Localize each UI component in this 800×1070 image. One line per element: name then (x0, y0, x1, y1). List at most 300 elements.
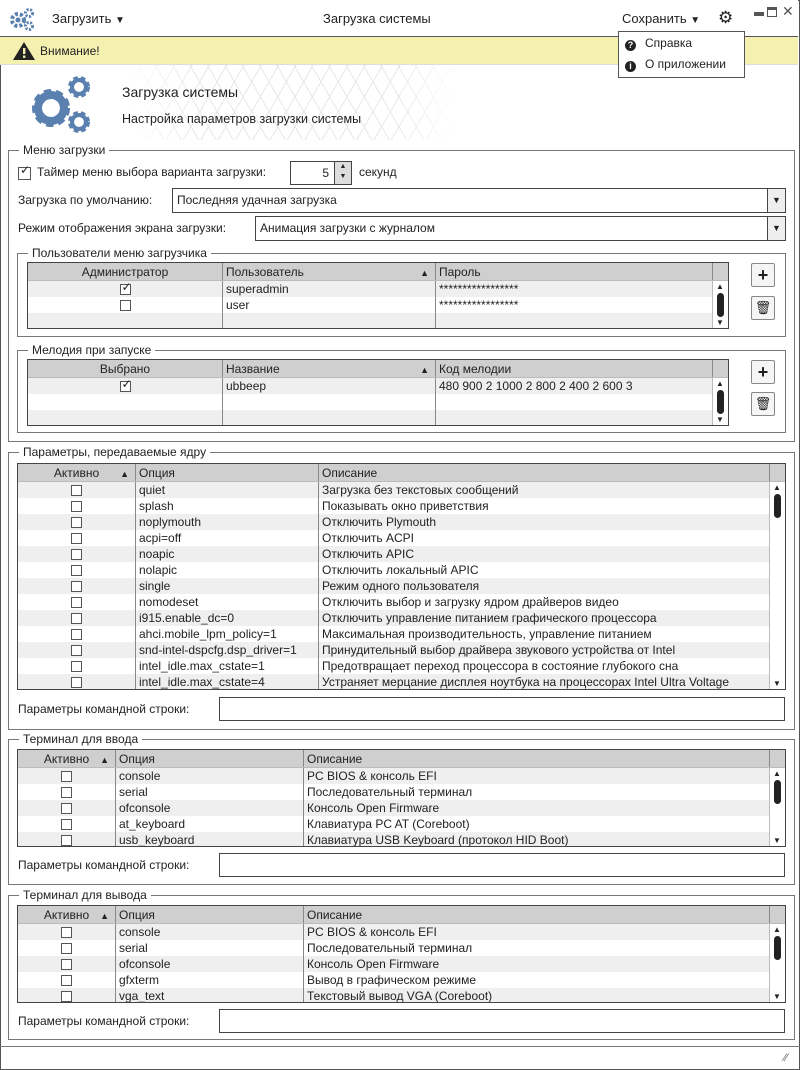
table-cell (223, 297, 436, 313)
table-cell (18, 972, 116, 988)
row-checkbox[interactable] (61, 927, 72, 938)
table-row[interactable] (18, 988, 785, 1003)
column-header[interactable] (116, 906, 304, 923)
warning-icon (12, 41, 36, 61)
cell-text: 480 900 2 1000 2 800 2 400 2 600 3 (439, 379, 633, 393)
cell-text: serial (119, 785, 148, 799)
table-row[interactable] (18, 498, 785, 514)
row-checkbox[interactable] (71, 613, 82, 624)
table-cell (319, 562, 770, 578)
table-header (28, 360, 728, 378)
table-body (18, 768, 785, 847)
table-row[interactable] (18, 832, 785, 847)
table-cell (436, 313, 713, 329)
table-cell (116, 972, 304, 988)
display-mode-select[interactable] (255, 216, 786, 241)
table-cell (116, 924, 304, 940)
vertical-scrollbar[interactable] (712, 378, 728, 425)
vertical-scrollbar[interactable] (712, 281, 728, 328)
table-cell (18, 988, 116, 1003)
select-value: Последняя удачная загрузка (177, 193, 337, 207)
kernel-cmdline-input[interactable] (219, 697, 785, 721)
cell-text: at_keyboard (119, 817, 186, 831)
column-header-label: Администратор (81, 265, 169, 279)
table-row[interactable] (18, 800, 785, 816)
scroll-thumb[interactable] (774, 780, 781, 804)
table-cell (304, 768, 770, 784)
table-cell (18, 800, 116, 816)
delete-user-button[interactable] (751, 296, 775, 320)
table-cell (319, 530, 770, 546)
scroll-up-icon[interactable]: ▲ (716, 282, 724, 291)
melody-table (27, 359, 729, 426)
row-checkbox[interactable] (61, 819, 72, 830)
cell-text: Клавиатура USB Keyboard (протокол HID Boot) (307, 833, 569, 847)
caret-down-icon: ▼ (690, 15, 701, 26)
table-row[interactable] (18, 530, 785, 546)
cell-text: Консоль Open Firmware (307, 801, 440, 815)
table-cell (304, 972, 770, 988)
sort-asc-icon: ▲ (100, 911, 109, 921)
group-legend: Пользователи меню загрузчика (28, 246, 211, 260)
table-cell (304, 816, 770, 832)
scroll-up-icon[interactable]: ▲ (773, 925, 781, 934)
cell-text: Отключить Plymouth (322, 515, 437, 529)
timer-value: 5 (322, 166, 329, 180)
table-header (28, 263, 728, 281)
column-header[interactable] (28, 263, 223, 280)
group-legend: Меню загрузки (19, 143, 109, 157)
row-checkbox[interactable] (71, 565, 82, 576)
table-cell (18, 658, 136, 674)
column-header-label: Пароль (439, 265, 481, 279)
table-cell (304, 784, 770, 800)
row-checkbox[interactable] (71, 517, 82, 528)
column-header-label: Описание (307, 752, 363, 766)
cell-text: single (139, 579, 171, 593)
scroll-down-icon[interactable]: ▼ (773, 679, 781, 688)
table-row[interactable] (28, 378, 728, 394)
cell-text: nomodeset (139, 595, 199, 609)
table-row[interactable] (28, 281, 728, 297)
delete-melody-button[interactable] (751, 392, 775, 416)
column-header[interactable] (223, 263, 436, 280)
table-row[interactable] (18, 514, 785, 530)
table-cell (116, 940, 304, 956)
cell-text: ubbeep (226, 379, 267, 393)
timer-checkbox[interactable] (18, 167, 31, 180)
output-terminal-cmdline-input[interactable] (219, 1009, 785, 1033)
column-header-label: Выбрано (99, 362, 151, 376)
scroll-down-icon[interactable]: ▼ (773, 836, 781, 845)
select-value: Анимация загрузки с журналом (260, 221, 435, 235)
column-header-label: Описание (307, 908, 363, 922)
menu-item-about[interactable] (625, 55, 726, 73)
cell-text: Предотвращает переход процессора в состояние глубокого сна (322, 659, 679, 673)
menu-item-label: О приложении (645, 57, 726, 71)
cell-text: intel_idle.max_cstate=1 (139, 659, 265, 673)
cell-text: Отключить APIC (322, 547, 414, 561)
scroll-down-icon[interactable]: ▼ (773, 992, 781, 1001)
table-cell (136, 674, 319, 690)
table-cell (319, 514, 770, 530)
scroll-thumb[interactable] (774, 494, 781, 518)
spin-arrows-icon[interactable]: ▲ ▼ (334, 162, 351, 184)
column-header-label: Активно (43, 752, 90, 766)
row-checkbox[interactable] (71, 645, 82, 656)
table-cell (18, 940, 116, 956)
row-checkbox[interactable] (71, 581, 82, 592)
resize-grip-icon[interactable]: ⁄⁄ (784, 1052, 788, 1064)
table-cell (116, 768, 304, 784)
table-cell (304, 956, 770, 972)
table-row[interactable] (28, 410, 728, 426)
table-cell (319, 578, 770, 594)
table-row[interactable] (18, 594, 785, 610)
cell-text: noplymouth (139, 515, 202, 529)
warning-text: Внимание! (40, 44, 100, 58)
cell-text: Принудительный выбор драйвера звукового устройства от Intel (322, 643, 676, 657)
close-button[interactable]: ✕ (782, 3, 794, 19)
default-boot-select[interactable] (172, 188, 786, 213)
cell-text: intel_idle.max_cstate=4 (139, 675, 265, 689)
gear-icon[interactable]: ⚙ (718, 8, 734, 27)
cell-text: Показывать окно приветствия (322, 499, 489, 513)
column-header-label: Пользователь (226, 265, 304, 279)
column-header[interactable] (18, 464, 136, 481)
cell-text: Максимальная производительность, управление питанием (322, 627, 652, 641)
timer-label: Таймер меню выбора варианта загрузки: (37, 165, 267, 179)
table-row[interactable] (28, 394, 728, 410)
cmdline-label: Параметры командной строки: (18, 702, 190, 716)
cell-text: Отключить локальный APIC (322, 563, 479, 577)
scroll-down-icon[interactable]: ▼ (716, 318, 724, 327)
row-checkbox[interactable] (71, 629, 82, 640)
table-body (28, 281, 728, 329)
table-cell (28, 394, 223, 410)
page-title: Загрузка системы (122, 84, 239, 100)
table-cell (18, 514, 136, 530)
sort-asc-icon: ▲ (420, 365, 429, 375)
table-row[interactable] (18, 674, 785, 690)
row-checkbox[interactable] (71, 661, 82, 672)
table-cell (116, 816, 304, 832)
vertical-scrollbar[interactable] (769, 924, 785, 1002)
table-cell (28, 297, 223, 313)
table-cell (319, 594, 770, 610)
table-cell (18, 594, 136, 610)
cell-text: i915.enable_dc=0 (139, 611, 235, 625)
row-checkbox[interactable] (71, 501, 82, 512)
column-header-label: Название (226, 362, 280, 376)
table-body (18, 482, 785, 690)
cell-text: Устраняет мерцание дисплея ноутбука на процессорах Intel Ultra Voltage (322, 675, 729, 689)
table-row[interactable] (18, 940, 785, 956)
table-cell (223, 281, 436, 297)
table-cell (18, 578, 136, 594)
group-legend: Параметры, передаваемые ядру (19, 445, 210, 459)
cell-text: usb_keyboard (119, 833, 195, 847)
column-header-label: Опция (119, 908, 155, 922)
dropdown-menu (618, 31, 745, 78)
table-cell (436, 297, 713, 313)
table-row[interactable] (18, 768, 785, 784)
window-title: Загрузка системы (323, 11, 431, 26)
table-cell (18, 674, 136, 690)
add-user-button[interactable]: + (751, 263, 775, 287)
column-header[interactable] (18, 750, 116, 767)
add-melody-button[interactable]: + (751, 360, 775, 384)
question-circle-icon: ? (625, 40, 636, 51)
column-header[interactable] (436, 360, 713, 377)
row-checkbox[interactable] (61, 835, 72, 846)
cell-text: Последовательный терминал (307, 785, 473, 799)
column-header[interactable] (136, 464, 319, 481)
table-cell (18, 562, 136, 578)
group-legend: Терминал для ввода (19, 732, 142, 746)
table-cell (136, 514, 319, 530)
caret-down-icon: ▼ (114, 15, 125, 26)
table-cell (319, 610, 770, 626)
table-row[interactable] (18, 610, 785, 626)
maximize-button[interactable] (767, 7, 777, 17)
scroll-up-icon[interactable]: ▲ (773, 483, 781, 492)
cell-text: PC BIOS & консоль EFI (307, 925, 437, 939)
column-header-label: Опция (119, 752, 155, 766)
table-cell (136, 482, 319, 498)
cell-text: gfxterm (119, 973, 160, 987)
table-cell (18, 924, 116, 940)
row-checkbox[interactable] (71, 597, 82, 608)
table-cell (304, 924, 770, 940)
table-cell (18, 610, 136, 626)
row-checkbox[interactable] (61, 771, 72, 782)
table-cell (223, 378, 436, 394)
row-checkbox[interactable] (61, 787, 72, 798)
hex-pattern-background (130, 65, 460, 140)
row-checkbox[interactable] (61, 803, 72, 814)
app-gears-icon (9, 7, 35, 31)
group-legend: Терминал для вывода (19, 888, 151, 902)
column-header-label: Активно (43, 908, 90, 922)
table-row[interactable] (28, 313, 728, 329)
table-cell (319, 658, 770, 674)
table-header (18, 750, 785, 768)
row-checkbox[interactable] (71, 549, 82, 560)
row-checkbox[interactable] (71, 533, 82, 544)
cell-text: Клавиатура PC AT (Coreboot) (307, 817, 470, 831)
table-cell (136, 642, 319, 658)
table-cell (18, 832, 116, 847)
table-cell (28, 410, 223, 426)
table-cell (319, 642, 770, 658)
table-cell (18, 626, 136, 642)
row-checkbox[interactable] (61, 975, 72, 986)
scroll-up-icon[interactable]: ▲ (773, 769, 781, 778)
cell-text: ***************** (439, 282, 519, 296)
table-cell (319, 482, 770, 498)
table-cell (223, 410, 436, 426)
input-terminal-cmdline-input[interactable] (219, 853, 785, 877)
column-header[interactable] (28, 360, 223, 377)
table-row[interactable] (18, 562, 785, 578)
cell-text: console (119, 769, 161, 783)
save-menu-label: Сохранить (622, 11, 687, 26)
table-cell (223, 313, 436, 329)
table-cell (136, 530, 319, 546)
table-row[interactable] (18, 784, 785, 800)
users-table (27, 262, 729, 329)
scroll-up-icon[interactable]: ▲ (716, 379, 724, 388)
timer-spinbox[interactable] (290, 161, 352, 185)
column-header[interactable] (319, 464, 770, 481)
table-cell (18, 956, 116, 972)
load-menu[interactable] (52, 11, 125, 26)
status-bar-divider (0, 1046, 800, 1047)
column-header[interactable] (304, 750, 770, 767)
table-row[interactable] (18, 642, 785, 658)
cell-text: console (119, 925, 161, 939)
cell-text: vga_text (119, 989, 165, 1003)
table-row[interactable] (18, 578, 785, 594)
scroll-thumb[interactable] (717, 390, 724, 414)
menu-item-help[interactable] (625, 34, 692, 52)
table-header (18, 906, 785, 924)
scroll-thumb[interactable] (774, 936, 781, 960)
cell-text: user (226, 298, 250, 312)
cell-text: ofconsole (119, 957, 171, 971)
table-cell (436, 410, 713, 426)
cell-text: Режим одного пользователя (322, 579, 480, 593)
table-cell (28, 281, 223, 297)
table-cell (319, 546, 770, 562)
cell-text: snd-intel-dspcfg.dsp_driver=1 (139, 643, 297, 657)
table-row[interactable] (18, 956, 785, 972)
table-cell (28, 378, 223, 394)
table-cell (136, 578, 319, 594)
cell-text: Отключить ACPI (322, 531, 414, 545)
trash-icon: 🗑 (754, 300, 772, 315)
sort-asc-icon: ▲ (120, 469, 129, 479)
timer-unit: секунд (359, 165, 397, 179)
table-row[interactable] (18, 924, 785, 940)
table-cell (436, 394, 713, 410)
row-checkbox[interactable] (120, 381, 131, 392)
column-header-label: Активно (53, 466, 100, 480)
table-cell (18, 482, 136, 498)
table-body (18, 924, 785, 1003)
cell-text: PC BIOS & консоль EFI (307, 769, 437, 783)
info-circle-icon: i (625, 61, 636, 72)
row-checkbox[interactable] (61, 991, 72, 1002)
chevron-down-icon: ▼ (767, 217, 785, 240)
column-header-label: Код мелодии (439, 362, 512, 376)
table-cell (18, 546, 136, 562)
table-cell (18, 642, 136, 658)
cell-text: Консоль Open Firmware (307, 957, 440, 971)
table-row[interactable] (18, 482, 785, 498)
table-row[interactable] (18, 816, 785, 832)
column-header[interactable] (223, 360, 436, 377)
table-row[interactable] (18, 546, 785, 562)
cell-text: ofconsole (119, 801, 171, 815)
table-cell (28, 313, 223, 329)
cell-text: Последовательный терминал (307, 941, 473, 955)
table-row[interactable] (28, 297, 728, 313)
table-row[interactable] (18, 658, 785, 674)
cell-text: nolapic (139, 563, 178, 577)
table-header (18, 464, 785, 482)
vertical-scrollbar[interactable] (769, 482, 785, 689)
cell-text: quiet (139, 483, 166, 497)
cmdline-label: Параметры командной строки: (18, 1014, 190, 1028)
table-cell (136, 594, 319, 610)
kernel-params-table (17, 463, 786, 690)
row-checkbox[interactable] (71, 485, 82, 496)
sort-asc-icon: ▲ (100, 755, 109, 765)
table-cell (18, 768, 116, 784)
row-checkbox[interactable] (61, 959, 72, 970)
table-cell (304, 800, 770, 816)
column-header[interactable] (116, 750, 304, 767)
table-cell (304, 832, 770, 847)
table-cell (18, 784, 116, 800)
table-cell (136, 610, 319, 626)
table-cell (116, 800, 304, 816)
table-row[interactable] (18, 972, 785, 988)
cell-text: Отключить выбор и загрузку ядром драйверов видео (322, 595, 619, 609)
default-boot-label: Загрузка по умолчанию: (18, 193, 153, 207)
cell-text: splash (139, 499, 174, 513)
table-body (28, 378, 728, 426)
row-checkbox[interactable] (61, 943, 72, 954)
row-checkbox[interactable] (120, 300, 131, 311)
table-cell (319, 626, 770, 642)
column-header-label: Описание (322, 466, 378, 480)
table-cell (116, 956, 304, 972)
sort-asc-icon: ▲ (420, 268, 429, 278)
column-header[interactable] (436, 263, 713, 280)
table-cell (136, 498, 319, 514)
row-checkbox[interactable] (120, 284, 131, 295)
cell-text: ahci.mobile_lpm_policy=1 (139, 627, 277, 641)
table-cell (436, 281, 713, 297)
save-menu[interactable] (622, 11, 700, 26)
cell-text: ***************** (439, 298, 519, 312)
cmdline-label: Параметры командной строки: (18, 858, 190, 872)
cell-text: Загрузка без текстовых сообщений (322, 483, 519, 497)
table-cell (116, 832, 304, 847)
column-header[interactable] (18, 906, 116, 923)
table-row[interactable] (18, 626, 785, 642)
input-terminal-table (17, 749, 786, 847)
page-subtitle: Настройка параметров загрузки системы (122, 112, 362, 126)
vertical-scrollbar[interactable] (769, 768, 785, 846)
minimize-button[interactable] (754, 12, 764, 16)
scroll-thumb[interactable] (717, 293, 724, 317)
chevron-down-icon: ▼ (767, 189, 785, 212)
display-mode-label: Режим отображения экрана загрузки: (18, 221, 227, 235)
row-checkbox[interactable] (71, 677, 82, 688)
table-cell (136, 658, 319, 674)
table-cell (116, 988, 304, 1003)
cell-text: noapic (139, 547, 175, 561)
scroll-down-icon[interactable]: ▼ (716, 415, 724, 424)
table-cell (18, 498, 136, 514)
column-header[interactable] (304, 906, 770, 923)
cell-text: serial (119, 941, 148, 955)
cell-text: Текстовый вывод VGA (Coreboot) (307, 989, 493, 1003)
